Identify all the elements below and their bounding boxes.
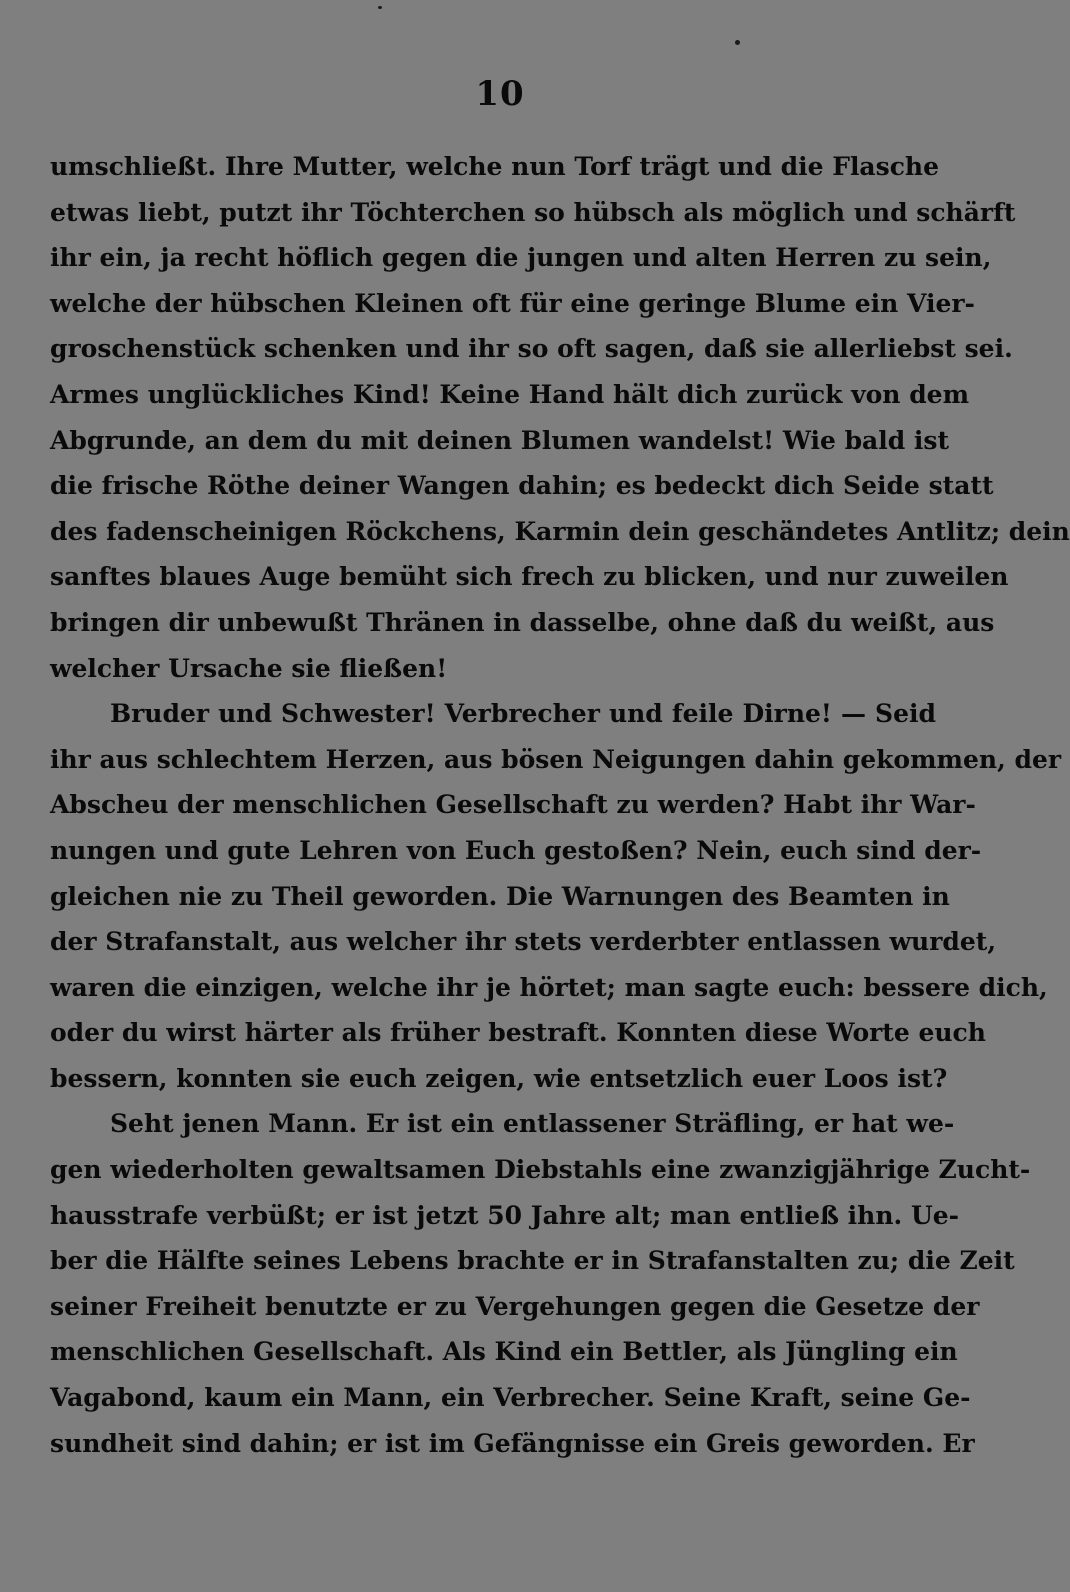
text-line: oder du wirst härter als früher bestraft. Konnten diese Worte euch <box>50 1018 986 1048</box>
text-line: Armes unglückliches Kind! Keine Hand hält dich zurück von dem <box>50 379 970 409</box>
text-line: Abscheu der menschlichen Gesellschaft zu werden? Habt ihr War- <box>50 790 976 820</box>
text-line: welche der hübschen Kleinen oft für eine geringe Blume ein Vier- <box>50 288 975 318</box>
text-line: welcher Ursache sie fließen! <box>50 653 448 683</box>
text-line: ber die Hälfte seines Lebens brachte er in Strafanstalten zu; die Zeit <box>50 1246 1015 1276</box>
text-line: sanftes blaues Auge bemüht sich frech zu blicken, und nur zuweilen <box>50 562 1009 592</box>
body-text <box>50 144 1070 1466</box>
text-line: seiner Freiheit benutzte er zu Vergehungen gegen die Gesetze der <box>50 1291 980 1321</box>
text-line: Bruder und Schwester! Verbrecher und feile Dirne! — Seid <box>110 699 936 729</box>
text-line: etwas liebt, putzt ihr Töchterchen so hübsch als möglich und schärft <box>50 197 1016 227</box>
text-line: ihr aus schlechtem Herzen, aus bösen Neigungen dahin gekommen, der <box>50 744 1062 774</box>
text-line: Abgrunde, an dem du mit deinen Blumen wandelst! Wie bald ist <box>50 425 950 455</box>
text-line: der Strafanstalt, aus welcher ihr stets verderbter entlassen wurdet, <box>50 927 997 957</box>
text-line: umschließt. Ihre Mutter, welche nun Torf trägt und die Flasche <box>50 152 940 181</box>
text-line: des fadenscheinigen Röckchens, Karmin dein geschändetes Antlitz; dein <box>50 516 1070 546</box>
text-line: nungen und gute Lehren von Euch gestoßen? Nein, euch sind der- <box>50 835 982 865</box>
text-line: die frische Röthe deiner Wangen dahin; es bedeckt dich Seide statt <box>50 471 994 501</box>
text-line: Seht jenen Mann. Er ist ein entlassener Sträfling, er hat we- <box>110 1109 955 1139</box>
ink-speck <box>378 6 382 9</box>
text-line: gleichen nie zu Theil geworden. Die Warnungen des Beamten in <box>50 881 950 911</box>
text-line: hausstrafe verbüßt; er ist jetzt 50 Jahre alt; man entließ ihn. Ue- <box>50 1200 960 1230</box>
text-line: waren die einzigen, welche ihr je hörtet; man sagte euch: bessere dich, <box>50 972 1048 1002</box>
text-line: bringen dir unbewußt Thränen in dasselbe, ohne daß du weißt, aus <box>50 607 995 637</box>
text-line: bessern, konnten sie euch zeigen, wie entsetzlich euer Loos ist? <box>50 1063 948 1093</box>
text-line: groschenstück schenken und ihr so oft sagen, daß sie allerliebst sei. <box>50 334 1013 364</box>
text-line: menschlichen Gesellschaft. Als Kind ein Bettler, als Jüngling ein <box>50 1337 958 1367</box>
ink-speck <box>735 40 740 45</box>
text-line: gen wiederholten gewaltsamen Diebstahls eine zwanzigjährige Zucht- <box>50 1155 1031 1185</box>
page-number: 10 <box>475 74 525 114</box>
text-line: ihr ein, ja recht höflich gegen die jungen und alten Herren zu sein, <box>50 243 992 273</box>
text-line: Vagabond, kaum ein Mann, ein Verbrecher. Seine Kraft, seine Ge- <box>50 1383 971 1413</box>
text-line: sundheit sind dahin; er ist im Gefängnisse ein Greis geworden. Er <box>50 1428 975 1458</box>
